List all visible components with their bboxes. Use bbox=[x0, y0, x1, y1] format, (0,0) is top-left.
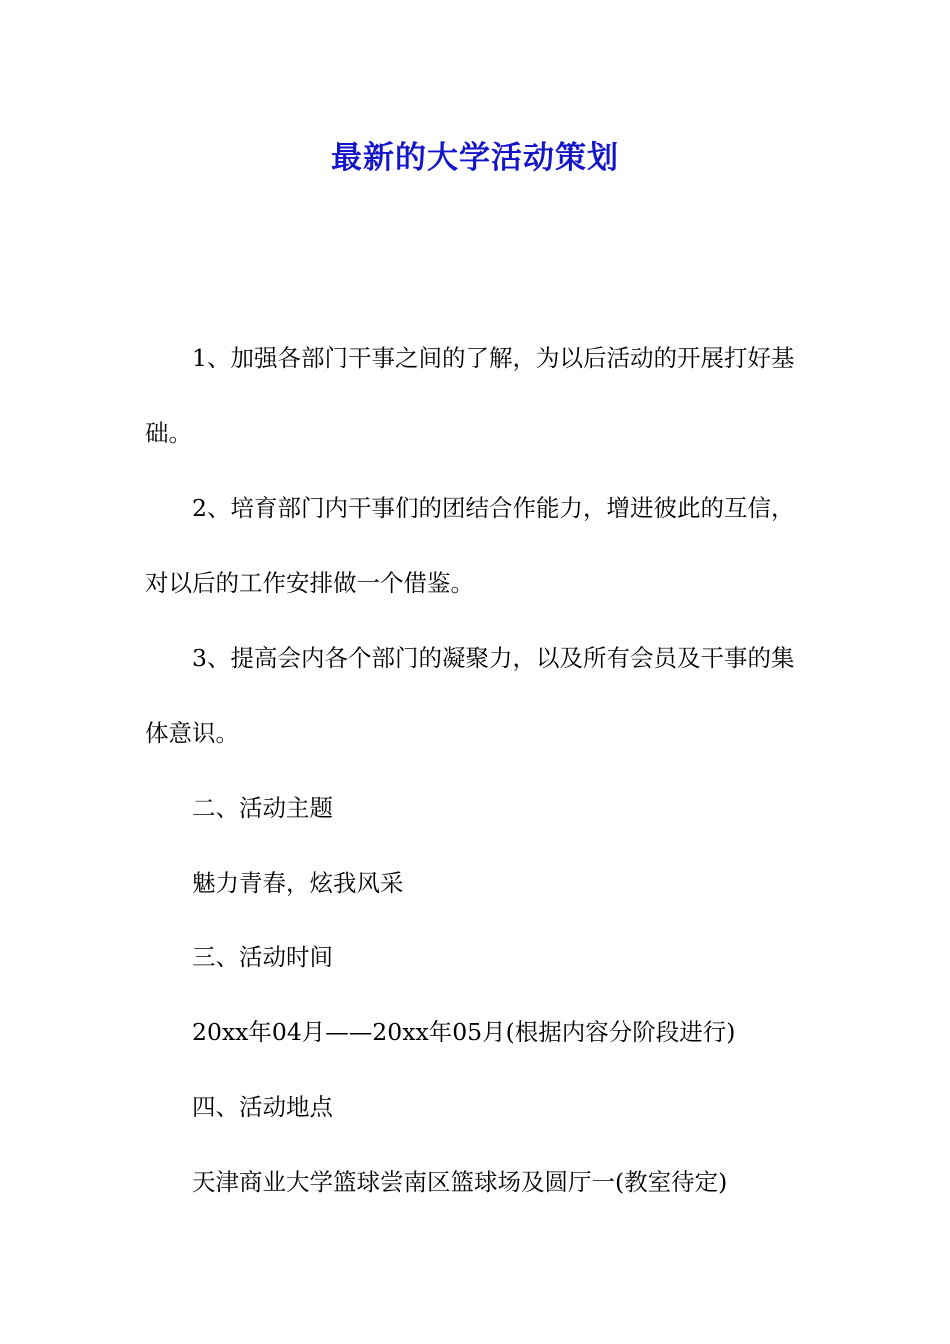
section-theme-text: 魅力青春，炫我风采 bbox=[192, 869, 404, 897]
section-location-text: 天津商业大学篮球尝南区篮球场及圆厅一(教室待定) bbox=[192, 1168, 728, 1196]
goal-1-line-1: 1、加强各部门干事之间的了解，为以后活动的开展打好基 bbox=[192, 344, 795, 372]
goal-3-line-2: 体意识。 bbox=[145, 719, 239, 747]
section-theme-heading: 二、活动主题 bbox=[192, 794, 333, 822]
goal-1-line-2: 础。 bbox=[145, 419, 192, 447]
goal-2-line-1: 2、培育部门内干事们的团结合作能力，增进彼此的互信， bbox=[192, 494, 795, 522]
section-location-heading: 四、活动地点 bbox=[192, 1093, 333, 1121]
goal-2-line-2: 对以后的工作安排做一个借鉴。 bbox=[145, 569, 474, 597]
section-time-text: 20xx年04月——20xx年05月(根据内容分阶段进行) bbox=[192, 1018, 736, 1046]
goal-3-line-1: 3、提高会内各个部门的凝聚力，以及所有会员及干事的集 bbox=[192, 644, 795, 672]
section-time-heading: 三、活动时间 bbox=[192, 943, 333, 971]
document-title: 最新的大学活动策划 bbox=[331, 140, 619, 176]
